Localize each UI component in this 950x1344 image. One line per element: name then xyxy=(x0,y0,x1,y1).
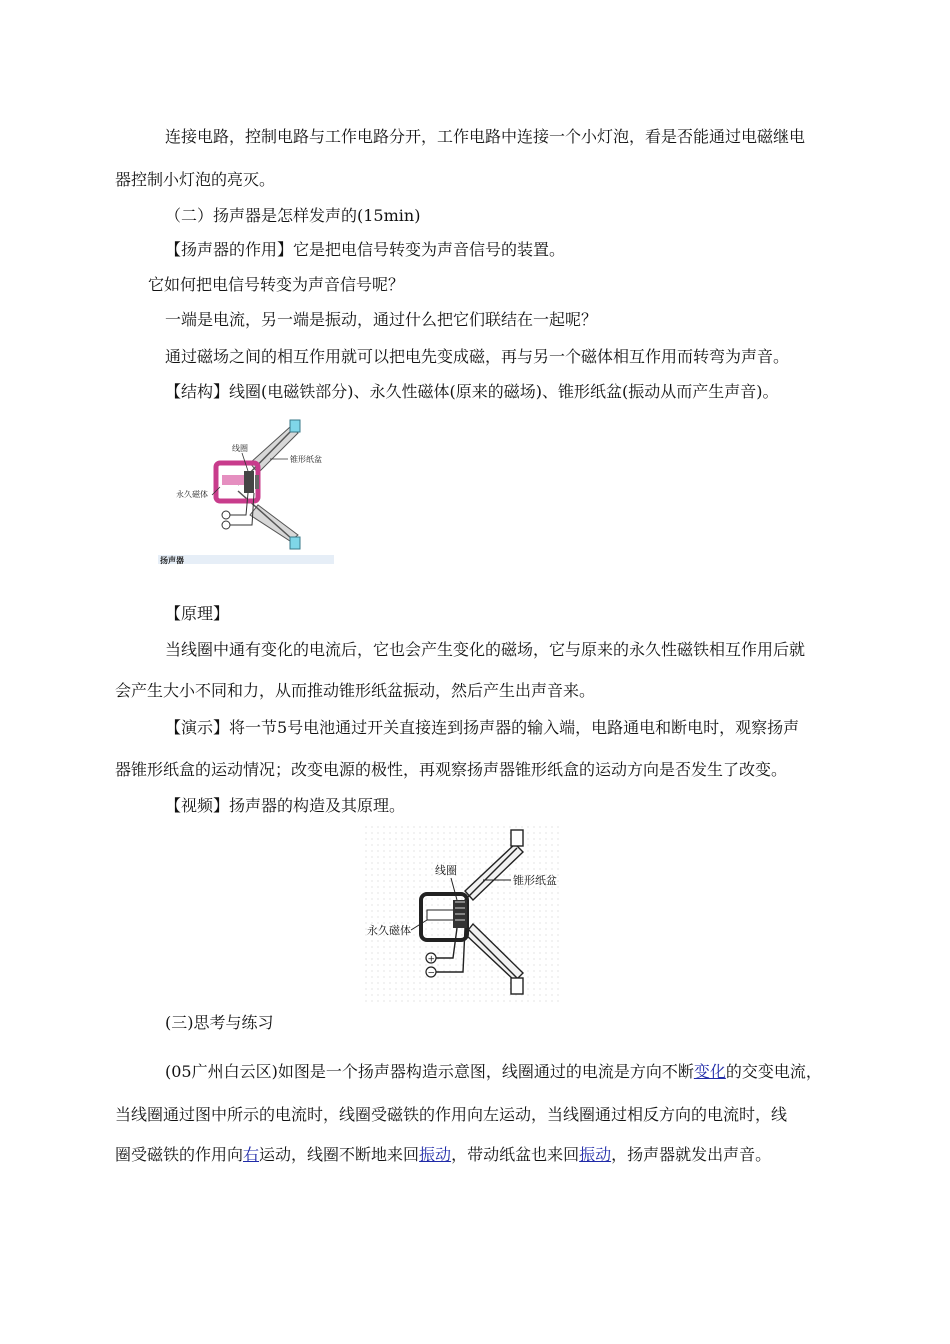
link-right[interactable]: 右 xyxy=(243,1145,260,1164)
exercise-line2: 当线圈通过图中所示的电流时，线圈受磁铁的作用向左运动，当线圈通过相反方向的电流时，线 xyxy=(115,1105,788,1124)
structure-text: 【结构】线圈(电磁铁部分)、永久性磁体(原来的磁场)、锥形纸盆(振动从而产生声音)。 xyxy=(165,382,779,401)
exercise-line1-text-b: 的交变电流， xyxy=(725,1062,822,1081)
exercise-line3-text-d: ，扬声器就发出声音。 xyxy=(611,1145,772,1164)
principle-line1: 当线圈中通有变化的电流后，它也会产生变化的磁场，它与原来的永久性磁铁相互作用后就 xyxy=(165,640,806,659)
link-vibration-2[interactable]: 振动 xyxy=(579,1145,612,1164)
speaker-diagram-large xyxy=(365,826,563,1004)
exercise-line1-text-a: (05广州白云区)如图是一个扬声器构造示意图，线圈通过的电流是方向不断 xyxy=(165,1062,694,1081)
fig2-minus-sign: − xyxy=(427,968,436,979)
paragraph-circuit-line2: 器控制小灯泡的亮灭。 xyxy=(115,170,276,189)
question2-text: 一端是电流，另一端是振动，通过什么把它们联结在一起呢？ xyxy=(165,310,598,329)
principle-heading: 【原理】 xyxy=(165,604,230,623)
principle-line2: 会产生大小不同和力，从而推动锥形纸盆振动，然后产生出声音来。 xyxy=(115,681,596,700)
fig2-magnet-label: 永久磁体 xyxy=(367,924,411,937)
demo-line1: 【演示】将一节5号电池通过开关直接连到扬声器的输入端，电路通电和断电时，观察扬声 xyxy=(165,718,800,737)
fig1-coil-label: 线圈 xyxy=(232,444,248,453)
paragraph-circuit-line1: 连接电路，控制电路与工作电路分开，工作电路中连接一个小灯泡，看是否能通过电磁继电 xyxy=(165,127,806,146)
exercise-line3-text-a: 圈受磁铁的作用向 xyxy=(115,1145,244,1164)
exercise-line3 xyxy=(115,1145,771,1165)
exercise-line3-text-c: ，带动纸盆也来回 xyxy=(451,1145,580,1164)
answer-text: 通过磁场之间的相互作用就可以把电先变成磁，再与另一个磁体相互作用而转弯为声音。 xyxy=(165,347,790,366)
fig2-coil-label: 线圈 xyxy=(435,864,457,877)
exercise-line3-text-b: 运动，线圈不断地来回 xyxy=(259,1145,420,1164)
question-text: 它如何把电信号转变为声音信号呢？ xyxy=(148,275,405,294)
fig1-cone-label: 锥形纸盆 xyxy=(290,455,322,464)
exercise-line1 xyxy=(165,1062,822,1082)
video-text: 【视频】扬声器的构造及其原理。 xyxy=(165,796,406,815)
section-heading-3: (三)思考与练习 xyxy=(165,1013,274,1032)
demo-line2: 器锥形纸盒的运动情况；改变电源的极性，再观察扬声器锥形纸盒的运动方向是否发生了改变。 xyxy=(115,760,788,779)
link-vibration-1[interactable]: 振动 xyxy=(419,1145,452,1164)
fig1-caption: 扬声器 xyxy=(160,556,184,565)
link-change[interactable]: 变化 xyxy=(693,1062,726,1081)
fig2-plus-sign: + xyxy=(427,954,436,965)
speaker-diagram-small xyxy=(158,415,338,570)
fig2-cone-label: 锥形纸盆 xyxy=(513,874,557,887)
fig1-magnet-label: 永久磁体 xyxy=(176,490,208,499)
section-heading-2: （二）扬声器是怎样发声的(15min) xyxy=(165,206,421,225)
speaker-role-text: 【扬声器的作用】它是把电信号转变为声音信号的装置。 xyxy=(165,240,566,259)
